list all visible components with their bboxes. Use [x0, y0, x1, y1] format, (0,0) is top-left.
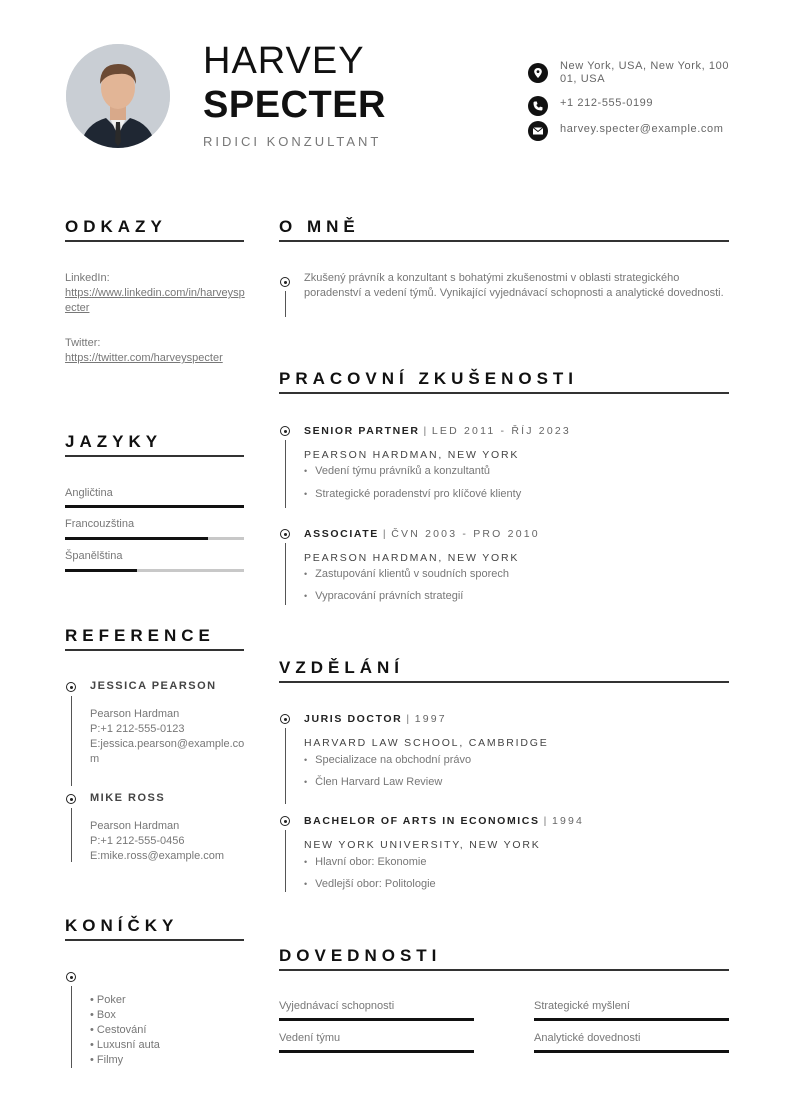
timeline-dot	[66, 794, 76, 804]
timeline-dot	[280, 529, 290, 539]
skill-bar	[279, 1050, 474, 1053]
job-header: SENIOR PARTNER | LED 2011 - ŘÍJ 2023	[304, 425, 571, 437]
degree-year: 1994	[551, 815, 585, 827]
hobbies-heading: KONÍČKY	[65, 916, 179, 935]
hobby-item: • Box	[90, 1009, 116, 1021]
twitter-label: Twitter:	[65, 337, 101, 349]
linkedin-link[interactable]: https://www.linkedin.com/in/harveyspecter	[65, 287, 245, 314]
timeline-line	[285, 291, 286, 317]
languages-heading: JAZYKY	[65, 432, 163, 451]
experience-divider	[279, 392, 729, 394]
skill-bar	[279, 1018, 474, 1021]
timeline-line	[71, 696, 72, 786]
language-level-fill	[65, 569, 137, 572]
education-bullet: • Člen Harvard Law Review	[304, 776, 442, 788]
school-name: NEW YORK UNIVERSITY, NEW YORK	[304, 839, 541, 851]
reference-name: JESSICA PEARSON	[90, 680, 217, 692]
skill-name: Strategické myšlení	[534, 1000, 630, 1012]
job-dates: LED 2011 - ŘÍJ 2023	[431, 425, 571, 437]
degree-title: JURIS DOCTOR	[304, 713, 403, 725]
school-name: HARVARD LAW SCHOOL, CAMBRIDGE	[304, 737, 549, 749]
timeline-line	[285, 728, 286, 804]
hobby-item: • Luxusní auta	[90, 1039, 160, 1051]
timeline-line	[285, 830, 286, 892]
reference-company: Pearson Hardman	[90, 708, 180, 720]
education-header: BACHELOR OF ARTS IN ECONOMICS | 1994	[304, 815, 585, 827]
education-bullet: • Vedlejší obor: Politologie	[304, 878, 436, 890]
skill-name: Vyjednávací schopnosti	[279, 1000, 395, 1012]
language-level-bar	[65, 569, 244, 572]
about-divider	[279, 240, 729, 242]
skill-name: Analytické dovednosti	[534, 1032, 641, 1044]
reference-details	[90, 707, 250, 767]
job-title: RIDICI KONZULTANT	[203, 134, 382, 149]
reference-phone: P:+1 212-555-0456	[90, 835, 185, 847]
skills-heading: DOVEDNOSTI	[279, 946, 442, 965]
hobby-item: • Poker	[90, 994, 126, 1006]
links-divider	[65, 240, 244, 242]
location-pin-icon	[528, 63, 548, 83]
language-name: Francouzština	[65, 518, 135, 530]
timeline-line	[71, 986, 72, 1068]
hobbies-divider	[65, 939, 244, 941]
language-level-fill	[65, 537, 208, 540]
job-bullet: • Strategické poradenství pro klíčové klienty	[304, 488, 521, 500]
hobbies-list	[90, 993, 160, 1068]
timeline-line	[71, 808, 72, 862]
timeline-line	[285, 543, 286, 605]
hobby-item: • Filmy	[90, 1054, 124, 1066]
first-name: HARVEY	[203, 40, 365, 82]
timeline-dot	[66, 972, 76, 982]
language-level-bar	[65, 537, 244, 540]
education-bullet: • Specializace na obchodní právo	[304, 754, 471, 766]
timeline-dot	[280, 714, 290, 724]
job-bullet: • Vypracování právních strategií	[304, 590, 463, 602]
skill-bar	[534, 1050, 729, 1053]
job-title: ASSOCIATE	[304, 528, 379, 540]
profile-photo	[66, 44, 170, 148]
degree-year: 1997	[414, 713, 447, 725]
language-level-bar	[65, 505, 244, 508]
education-header: JURIS DOCTOR | 1997	[304, 713, 447, 725]
job-title: SENIOR PARTNER	[304, 425, 420, 437]
timeline-dot	[280, 816, 290, 826]
references-divider	[65, 649, 244, 651]
reference-email[interactable]: E:mike.ross@example.com	[90, 850, 225, 862]
hobby-item: • Cestování	[90, 1024, 147, 1036]
phone-icon	[528, 96, 548, 116]
job-dates: ČVN 2003 - PRO 2010	[391, 528, 540, 540]
skill-name: Vedení týmu	[279, 1032, 341, 1044]
language-name: Angličtina	[65, 487, 113, 499]
reference-name: MIKE ROSS	[90, 792, 166, 804]
linkedin-label: LinkedIn:	[65, 272, 110, 284]
links-heading: ODKAZY	[65, 217, 167, 236]
about-heading: O MNĚ	[279, 217, 360, 236]
timeline-line	[285, 440, 286, 508]
reference-details	[90, 819, 260, 864]
skills-divider	[279, 969, 729, 971]
job-company: PEARSON HARDMAN, NEW YORK	[304, 552, 520, 564]
education-heading: VZDĚLÁNÍ	[279, 658, 404, 677]
job-header: ASSOCIATE | ČVN 2003 - PRO 2010	[304, 528, 540, 540]
skill-bar	[534, 1018, 729, 1021]
degree-title: BACHELOR OF ARTS IN ECONOMICS	[304, 815, 540, 827]
twitter-link[interactable]: https://twitter.com/harveyspecter	[65, 352, 223, 364]
linkedin-entry	[65, 271, 245, 316]
education-bullet: • Hlavní obor: Ekonomie	[304, 856, 426, 868]
reference-company: Pearson Hardman	[90, 820, 180, 832]
language-level-fill	[65, 505, 244, 508]
contact-address: New York, USA, New York, 10001, USA	[560, 60, 730, 85]
contact-phone: +1 212-555-0199	[560, 97, 654, 109]
job-bullet: • Zastupování klientů v soudních sporech	[304, 568, 509, 580]
job-company: PEARSON HARDMAN, NEW YORK	[304, 449, 520, 461]
timeline-dot	[280, 426, 290, 436]
contact-email[interactable]: harvey.specter@example.com	[560, 123, 724, 135]
experience-heading: PRACOVNÍ ZKUŠENOSTI	[279, 369, 579, 388]
references-heading: REFERENCE	[65, 626, 215, 645]
job-bullet: • Vedení týmu právníků a konzultantů	[304, 465, 490, 477]
education-divider	[279, 681, 729, 683]
about-text: Zkušený právník a konzultant s bohatými zkušenostmi v oblasti strategického poradenství a vedení týmů. Vynikající vyjednávací schopnosti a analytické dovednosti.	[304, 272, 724, 299]
timeline-dot	[280, 277, 290, 287]
reference-email[interactable]: E:jessica.pearson@example.com	[90, 738, 245, 765]
twitter-entry	[65, 336, 245, 366]
last-name: SPECTER	[203, 84, 386, 126]
language-name: Španělština	[65, 550, 123, 562]
timeline-dot	[66, 682, 76, 692]
envelope-icon	[528, 121, 548, 141]
reference-phone: P:+1 212-555-0123	[90, 723, 185, 735]
languages-divider	[65, 455, 244, 457]
